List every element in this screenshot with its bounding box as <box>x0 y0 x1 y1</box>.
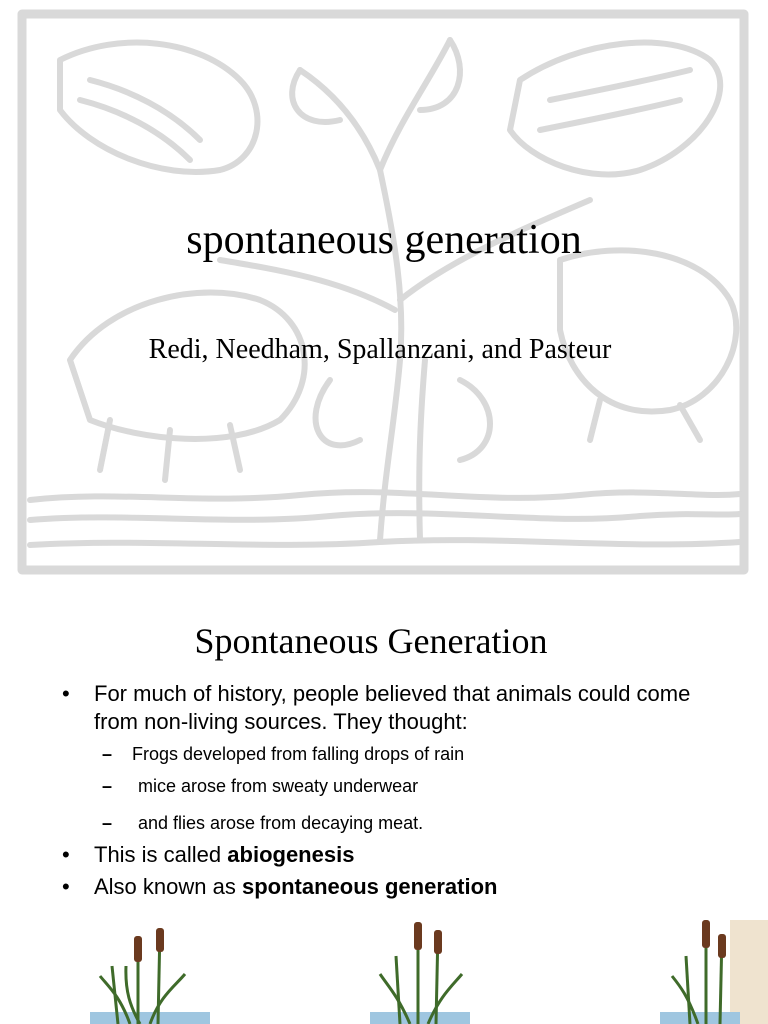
bullet-text: This is called <box>94 842 228 867</box>
bullet-text: Also known as <box>94 874 242 899</box>
slide-title: Spontaneous Generation <box>194 621 548 661</box>
sub-bullet-text: Frogs developed from falling drops of rain <box>132 744 465 764</box>
bullet-item <box>56 841 756 869</box>
bullet-marker: • <box>62 681 70 706</box>
sub-bullet-text: mice arose from sweaty underwear <box>138 776 419 796</box>
bullet-text: from non-living sources. They thought: <box>94 709 468 734</box>
keyword-spontaneous-generation: spontaneous generation <box>241 874 498 899</box>
slide-title: spontaneous generation <box>186 217 582 263</box>
sub-bullet-item <box>56 774 756 798</box>
keyword-abiogenesis: abiogenesis <box>227 842 355 867</box>
content-slide <box>0 576 768 1024</box>
dash-marker: – <box>102 813 113 833</box>
bullet-list <box>56 680 756 901</box>
bullet-text: For much of history, people believed that animals could come <box>94 681 691 706</box>
dash-marker: – <box>102 744 113 764</box>
dash-marker: – <box>102 776 113 796</box>
bullet-item <box>56 680 756 736</box>
slide-subtitle: Redi, Needham, Spallanzani, and Pasteur <box>148 334 612 365</box>
cattail-reeds-illustration <box>0 916 768 1024</box>
sub-bullet-item <box>56 742 756 766</box>
bullet-marker: • <box>62 842 70 867</box>
bullet-item <box>56 873 756 901</box>
bullet-marker: • <box>62 874 70 899</box>
sub-bullet-item <box>56 811 756 835</box>
sub-bullet-text: and flies arose from decaying meat. <box>138 813 424 833</box>
